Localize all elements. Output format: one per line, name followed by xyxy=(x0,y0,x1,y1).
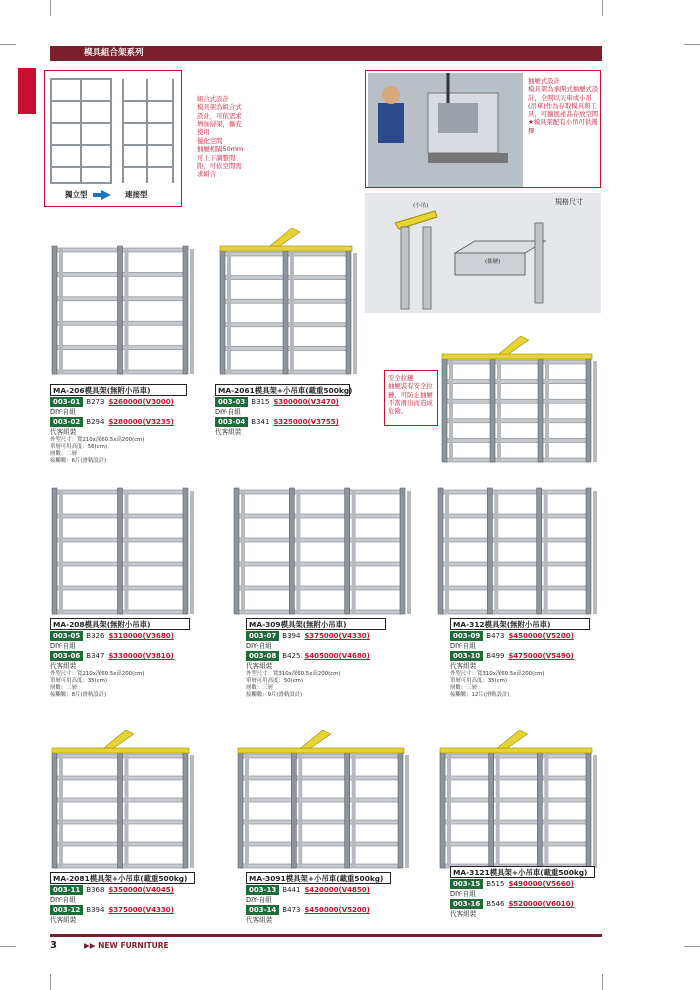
spec-line: 外型尺寸：寬210x深60.5x高200(cm) xyxy=(50,671,145,677)
standalone-label: 獨立型 xyxy=(65,190,88,199)
service-label: 代客組裝 xyxy=(50,916,77,924)
upright-rear xyxy=(296,491,300,614)
footer-bar xyxy=(50,934,602,937)
upright xyxy=(183,752,188,868)
upright xyxy=(440,752,445,868)
shelf xyxy=(444,380,588,384)
upright xyxy=(537,752,542,868)
service-label: 代客組裝 xyxy=(50,662,77,670)
price: $375000(V4330) xyxy=(108,906,174,914)
price: $325000(V3755) xyxy=(273,418,339,426)
upright-rear xyxy=(407,491,411,614)
upright xyxy=(238,752,243,868)
crop-mark xyxy=(0,946,16,947)
shelf xyxy=(440,538,588,542)
shelf xyxy=(236,562,402,566)
upright xyxy=(52,246,57,374)
model: B273 xyxy=(86,398,105,406)
shelf xyxy=(240,842,400,846)
upright-rear xyxy=(290,253,294,374)
upright xyxy=(118,488,123,614)
upright-rear xyxy=(125,755,129,868)
diy-label: DIY-自組 xyxy=(246,642,272,650)
product-code: 003-09 xyxy=(450,631,483,641)
hoist-arm xyxy=(499,336,529,354)
shelf xyxy=(444,360,588,364)
model: B294 xyxy=(86,418,105,426)
upright xyxy=(586,752,591,868)
shelf xyxy=(444,438,588,442)
crop-mark xyxy=(0,44,16,45)
page-title: 模具組合架系列 xyxy=(84,48,144,58)
upright-rear xyxy=(352,491,356,614)
spec-line: 外型尺寸：寬210x深60.5x高200(cm) xyxy=(50,437,145,443)
upright-rear xyxy=(593,755,597,868)
shelf xyxy=(444,399,588,403)
price: $310000(V3680) xyxy=(108,632,174,640)
note-space-body: 抽屜相隔50mm可上下調整間距，可依空間需求組合 xyxy=(197,145,244,179)
upright xyxy=(52,488,57,614)
price: $475000(V5490) xyxy=(508,652,574,660)
upright-rear xyxy=(59,249,63,374)
service-label: 代客組裝 xyxy=(50,428,77,436)
crop-mark xyxy=(50,0,51,16)
diy-label: DIY-自組 xyxy=(450,642,476,650)
product-code: 003-14 xyxy=(246,905,279,915)
upright-rear xyxy=(497,361,501,462)
upright-rear xyxy=(125,249,129,374)
model: B341 xyxy=(251,418,270,426)
page-number: 3 xyxy=(50,940,57,951)
product-title: MA-312模具架(無附小吊車) xyxy=(450,618,590,630)
safety-note xyxy=(384,370,438,426)
price: $490000(V5660) xyxy=(508,880,574,888)
shelf xyxy=(240,820,400,824)
shelf xyxy=(442,798,588,802)
hoist-rail xyxy=(220,246,352,251)
model: B441 xyxy=(282,886,301,894)
service-label: 代客組裝 xyxy=(246,662,273,670)
shelf xyxy=(440,562,588,566)
diy-label: DIY-自組 xyxy=(450,890,476,898)
spec-line: 接觸數：6片(滑軌設計) xyxy=(50,458,107,464)
service-label: 代客組裝 xyxy=(246,916,273,924)
product-image-ma2081 xyxy=(50,730,195,870)
shelf xyxy=(440,586,588,590)
spec-line: 外型尺寸：寬310x深60.5x高200(cm) xyxy=(246,671,341,677)
drawer-open-image xyxy=(440,336,598,464)
upright-rear xyxy=(241,491,245,614)
product-code: 003-12 xyxy=(50,905,83,915)
product-code: 003-15 xyxy=(450,879,483,889)
crop-mark xyxy=(602,974,603,990)
hoist-arm xyxy=(301,730,331,748)
upright xyxy=(183,488,188,614)
spec-line: 層數：二層 xyxy=(50,451,77,457)
spec-drawing xyxy=(365,193,601,313)
hoist-rail xyxy=(238,748,404,753)
price: $520000(V6010) xyxy=(508,900,574,908)
price-row xyxy=(246,885,370,895)
connected-label: 連接型 xyxy=(125,190,148,199)
model: B394 xyxy=(282,632,301,640)
diy-label: DIY-自組 xyxy=(50,408,76,416)
shelf xyxy=(442,754,588,758)
product-title: MA-208模具架(無附小吊車) xyxy=(50,618,190,630)
product-title: MA-2061模具架+小吊車(載重500kg) xyxy=(215,384,350,396)
upright-rear xyxy=(545,361,549,462)
note-modular-body: 模具架為組合式設計，可依需求增加層架，擴充使用 xyxy=(197,103,242,137)
price-row xyxy=(246,631,370,641)
upright xyxy=(183,246,188,374)
upright-rear xyxy=(353,253,357,374)
safety-title: 安全拉鏈 xyxy=(388,374,414,382)
product-code: 003-02 xyxy=(50,417,83,427)
upright-rear xyxy=(59,755,63,868)
price-row xyxy=(50,885,174,895)
product-code: 003-06 xyxy=(50,651,83,661)
shelf xyxy=(444,458,588,462)
shelf xyxy=(240,798,400,802)
spec-drawer-label: (抽屜) xyxy=(485,259,501,265)
modular-intro-box xyxy=(44,70,244,207)
price-row xyxy=(50,905,174,915)
product-image-ma208 xyxy=(50,486,195,616)
shelf xyxy=(442,776,588,780)
crop-mark xyxy=(684,946,700,947)
upright-rear xyxy=(190,249,194,374)
upright-rear xyxy=(544,755,548,868)
product-code: 003-16 xyxy=(450,899,483,909)
spec-line: 接觸數：8片(滑軌設計) xyxy=(50,692,107,698)
upright xyxy=(442,358,447,462)
upright-rear xyxy=(449,361,453,462)
worker-photo xyxy=(368,73,523,187)
upright-rear xyxy=(593,361,597,462)
product-code: 003-05 xyxy=(50,631,83,641)
shelf xyxy=(236,490,402,494)
upright-rear xyxy=(445,491,449,614)
upright xyxy=(291,752,296,868)
upright-rear xyxy=(227,253,231,374)
safety-body: 抽屜裝有安全拉鏈，可防止抽屜不當滑出而造成危險。 xyxy=(388,382,433,416)
hoist-arm xyxy=(270,228,300,246)
price-row xyxy=(246,651,370,661)
hoist-rail xyxy=(442,354,592,359)
upright xyxy=(234,488,239,614)
note-drawer-extra: ★模具架配有小吊可供選擇 xyxy=(528,118,598,135)
price: $350000(V4045) xyxy=(108,886,174,894)
model: B394 xyxy=(86,906,105,914)
price-row xyxy=(450,651,574,661)
price-row xyxy=(246,905,370,915)
price: $375000(V4330) xyxy=(304,632,370,640)
service-label: 代客組裝 xyxy=(450,662,477,670)
spec-hoist-label: (小吊) xyxy=(413,203,429,209)
upright-rear xyxy=(352,755,356,868)
price-row xyxy=(215,397,339,407)
model: B347 xyxy=(86,652,105,660)
upright xyxy=(283,250,288,374)
model: B473 xyxy=(486,632,505,640)
note-space xyxy=(197,137,247,178)
upright xyxy=(586,358,591,462)
crop-mark xyxy=(50,974,51,990)
note-space-title: 優化空間 xyxy=(197,137,223,145)
upright xyxy=(345,752,350,868)
product-code: 003-03 xyxy=(215,397,248,407)
spec-line: 層數：三層 xyxy=(450,685,477,691)
drawer-intro-box xyxy=(365,70,601,188)
upright xyxy=(345,488,350,614)
upright xyxy=(537,488,542,614)
price-row xyxy=(450,899,574,909)
hoist-arm xyxy=(104,730,134,748)
product-code: 003-07 xyxy=(246,631,279,641)
diy-label: DIY-自組 xyxy=(215,408,241,416)
shelf xyxy=(240,776,400,780)
service-label: 代客組裝 xyxy=(215,428,242,436)
upright-rear xyxy=(59,491,63,614)
diy-label: DIY-自組 xyxy=(246,896,272,904)
product-image-ma206 xyxy=(50,244,195,376)
upright xyxy=(118,246,123,374)
price: $330000(V3810) xyxy=(108,652,174,660)
product-code: 003-01 xyxy=(50,397,83,407)
shelf xyxy=(440,514,588,518)
service-label: 代客組裝 xyxy=(450,910,477,918)
price: $405000(V4680) xyxy=(304,652,370,660)
hoist-rail xyxy=(440,748,592,753)
product-image-ma2061 xyxy=(218,228,358,376)
shelf xyxy=(236,514,402,518)
upright xyxy=(398,752,403,868)
spec-line: 單層可用高度：35(cm) xyxy=(50,678,108,684)
spec-line: 接觸數：12片(滑軌設計) xyxy=(450,692,510,698)
spec-diagram xyxy=(365,193,601,313)
diy-label: DIY-自組 xyxy=(50,896,76,904)
model: B326 xyxy=(86,632,105,640)
model: B546 xyxy=(486,900,505,908)
price: $300000(V3470) xyxy=(273,398,339,406)
upright-rear xyxy=(405,755,409,868)
note-drawer-title: 抽屜式設計 xyxy=(528,77,560,85)
shelf xyxy=(236,610,402,614)
crop-mark xyxy=(684,44,700,45)
spec-line: 層數：三層 xyxy=(246,685,273,691)
upright xyxy=(400,488,405,614)
upright xyxy=(489,752,494,868)
note-drawer-body: 模具架為承開式抽屜式設計，全開以天車或小吊(吊車)作為存取模具與工具，可擴展產品存放空間 xyxy=(528,85,599,119)
shelf xyxy=(240,754,400,758)
price-row xyxy=(215,417,339,427)
upright xyxy=(52,752,57,868)
upright-rear xyxy=(544,491,548,614)
price: $260000(V3000) xyxy=(108,398,174,406)
note-modular xyxy=(197,95,247,136)
upright-rear xyxy=(190,491,194,614)
upright-rear xyxy=(245,755,249,868)
upright xyxy=(220,250,225,374)
model: B425 xyxy=(282,652,301,660)
footer-brand: NEW FURNITURE xyxy=(98,941,169,950)
product-code: 003-13 xyxy=(246,885,279,895)
shelf xyxy=(236,538,402,542)
price-row xyxy=(450,631,574,641)
arrow-left-icon xyxy=(93,190,111,200)
shelf xyxy=(440,610,588,614)
shelf xyxy=(444,419,588,423)
price-row xyxy=(50,417,174,427)
upright xyxy=(487,488,492,614)
upright xyxy=(118,752,123,868)
upright xyxy=(490,358,495,462)
upright xyxy=(438,488,443,614)
spec-title: 規格尺寸 xyxy=(555,198,583,206)
price: $450000(V5200) xyxy=(508,632,574,640)
hoist-arm xyxy=(497,730,527,748)
price: $450000(V5200) xyxy=(304,906,370,914)
upright-rear xyxy=(190,755,194,868)
upright-rear xyxy=(298,755,302,868)
price: $280000(V3235) xyxy=(108,418,174,426)
product-code: 003-11 xyxy=(50,885,83,895)
upright-rear xyxy=(494,491,498,614)
model: B515 xyxy=(486,880,505,888)
note-drawer xyxy=(528,77,600,135)
spec-line: 單層可用高度：35(cm) xyxy=(450,678,508,684)
price-row xyxy=(50,631,174,641)
model: B315 xyxy=(251,398,270,406)
diy-label: DIY-自組 xyxy=(50,642,76,650)
product-code: 003-04 xyxy=(215,417,248,427)
product-title: MA-3121模具架+小吊車(載重500kg) xyxy=(450,866,595,878)
product-image-ma3091 xyxy=(236,730,410,870)
upright xyxy=(586,488,591,614)
upright xyxy=(289,488,294,614)
product-code: 003-10 xyxy=(450,651,483,661)
product-title: MA-206模具架(無附小吊車) xyxy=(50,384,187,396)
product-title: MA-309模具架(無附小吊車) xyxy=(246,618,386,630)
price-row xyxy=(50,397,174,407)
spec-line: 單層可用高度：56(cm) xyxy=(50,444,108,450)
product-title: MA-2081模具架+小吊車(載重500kg) xyxy=(50,872,195,884)
product-image-ma312 xyxy=(436,486,598,616)
section-tab xyxy=(18,68,36,114)
shelf xyxy=(240,864,400,868)
crop-mark xyxy=(602,0,603,16)
model: B499 xyxy=(486,652,505,660)
modular-rack-illustration xyxy=(45,71,181,206)
upright-rear xyxy=(447,755,451,868)
spec-line: 層數：二層 xyxy=(50,685,77,691)
shelf xyxy=(236,586,402,590)
model: B368 xyxy=(86,886,105,894)
product-image-ma309 xyxy=(232,486,412,616)
hoist-rail xyxy=(52,748,189,753)
price-row xyxy=(50,651,174,661)
shelf xyxy=(440,490,588,494)
footer-label: ▶▶ NEW FURNITURE xyxy=(84,941,169,950)
model: B473 xyxy=(282,906,301,914)
upright-rear xyxy=(593,491,597,614)
shelf xyxy=(442,842,588,846)
note-modular-title: 組合式設計 xyxy=(197,95,229,103)
spec-line: 單層可用高度：50(cm) xyxy=(246,678,304,684)
price-row xyxy=(450,879,574,889)
upright xyxy=(538,358,543,462)
spec-line: 外型尺寸：寬310x深60.5x高200(cm) xyxy=(450,671,545,677)
price: $420000(V4850) xyxy=(304,886,370,894)
shelf xyxy=(442,820,588,824)
product-image-ma3121 xyxy=(438,730,598,870)
spec-line: 接觸數：9片(滑軌設計) xyxy=(246,692,303,698)
upright xyxy=(346,250,351,374)
upright-rear xyxy=(496,755,500,868)
product-code: 003-08 xyxy=(246,651,279,661)
product-title: MA-3091模具架+小吊車(載重500kg) xyxy=(246,872,391,884)
upright-rear xyxy=(125,491,129,614)
